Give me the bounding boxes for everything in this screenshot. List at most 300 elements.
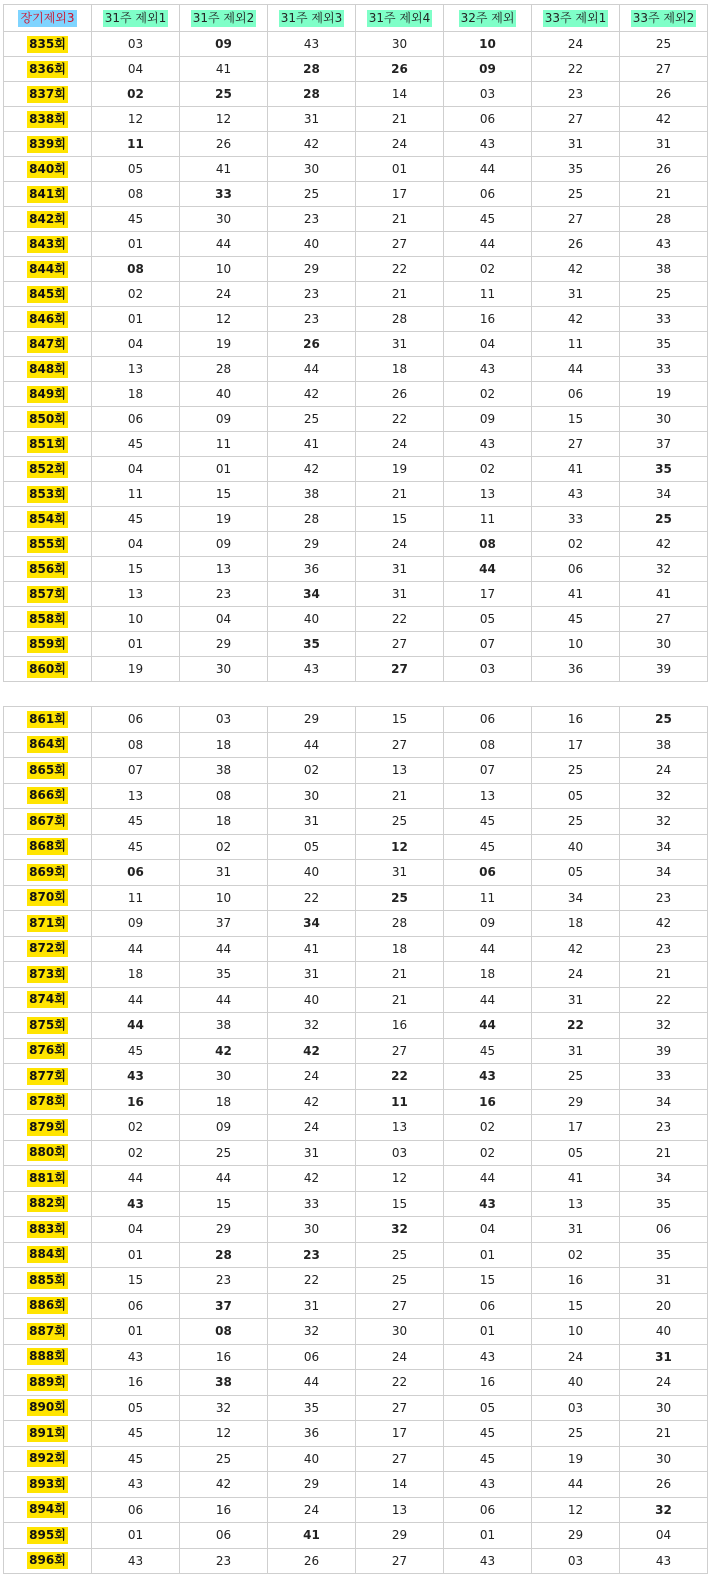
number-cell: 25 xyxy=(268,407,356,432)
number-cell: 09 xyxy=(444,407,532,432)
number-cell: 39 xyxy=(620,657,708,682)
number-cell: 29 xyxy=(268,1472,356,1498)
number-cell: 15 xyxy=(356,507,444,532)
number-cell: 26 xyxy=(268,1548,356,1574)
number-cell: 22 xyxy=(620,987,708,1013)
number-cell: 40 xyxy=(268,860,356,886)
number-cell: 24 xyxy=(356,432,444,457)
number-cell: 23 xyxy=(180,1268,268,1294)
number-cell: 05 xyxy=(532,1140,620,1166)
header-label: 32주 제외 xyxy=(460,10,515,25)
number-cell: 11 xyxy=(444,282,532,307)
table-row xyxy=(4,1421,708,1447)
round-label: 865회 xyxy=(29,762,66,777)
header-label: 장기제외3 xyxy=(20,10,75,25)
round-cell xyxy=(4,962,92,988)
number-cell: 41 xyxy=(180,57,268,82)
round-label: 861회 xyxy=(29,711,66,726)
table-row xyxy=(4,557,708,582)
number-cell: 20 xyxy=(620,1293,708,1319)
round-cell xyxy=(4,1242,92,1268)
number-cell: 32 xyxy=(268,1319,356,1345)
number-cell: 18 xyxy=(180,732,268,758)
number-cell: 01 xyxy=(180,457,268,482)
table-row xyxy=(4,1038,708,1064)
number-cell: 05 xyxy=(92,1395,180,1421)
number-cell: 42 xyxy=(268,382,356,407)
number-cell: 41 xyxy=(532,1166,620,1192)
number-cell: 21 xyxy=(356,107,444,132)
table-row xyxy=(4,432,708,457)
round-cell xyxy=(4,936,92,962)
number-cell: 11 xyxy=(92,132,180,157)
round-cell xyxy=(4,357,92,382)
number-cell: 08 xyxy=(180,783,268,809)
round-label: 846회 xyxy=(29,311,66,326)
round-label: 891회 xyxy=(29,1425,66,1440)
round-label: 840회 xyxy=(29,161,66,176)
number-cell: 31 xyxy=(356,582,444,607)
number-cell: 43 xyxy=(620,232,708,257)
number-cell: 29 xyxy=(180,1217,268,1243)
number-cell: 38 xyxy=(268,482,356,507)
number-cell: 13 xyxy=(444,783,532,809)
number-cell: 18 xyxy=(180,1089,268,1115)
number-cell: 13 xyxy=(180,557,268,582)
number-cell: 14 xyxy=(356,1472,444,1498)
number-cell: 23 xyxy=(268,1242,356,1268)
number-cell: 04 xyxy=(92,1217,180,1243)
round-cell xyxy=(4,987,92,1013)
number-cell: 18 xyxy=(356,357,444,382)
number-cell: 05 xyxy=(532,783,620,809)
number-cell: 22 xyxy=(268,885,356,911)
number-cell: 28 xyxy=(268,82,356,107)
number-cell: 27 xyxy=(356,732,444,758)
number-cell: 40 xyxy=(180,382,268,407)
table-row xyxy=(4,282,708,307)
number-cell: 06 xyxy=(532,557,620,582)
number-cell: 22 xyxy=(532,57,620,82)
round-label: 839회 xyxy=(29,136,66,151)
round-label: 855회 xyxy=(29,536,66,551)
table-row xyxy=(4,1293,708,1319)
round-label: 851회 xyxy=(29,436,66,451)
table-row xyxy=(4,911,708,937)
round-label: 850회 xyxy=(29,411,66,426)
table-row xyxy=(4,1446,708,1472)
number-cell: 43 xyxy=(92,1344,180,1370)
number-cell: 16 xyxy=(356,1013,444,1039)
number-cell: 32 xyxy=(268,1013,356,1039)
number-cell: 32 xyxy=(180,1395,268,1421)
number-cell: 30 xyxy=(268,157,356,182)
number-cell: 22 xyxy=(356,1370,444,1396)
round-cell xyxy=(4,482,92,507)
round-label: 882회 xyxy=(29,1196,66,1211)
number-cell: 42 xyxy=(532,307,620,332)
number-cell: 28 xyxy=(620,207,708,232)
number-cell: 42 xyxy=(532,936,620,962)
number-cell: 04 xyxy=(92,457,180,482)
number-cell: 16 xyxy=(444,1370,532,1396)
table-row xyxy=(4,482,708,507)
number-cell: 16 xyxy=(444,1089,532,1115)
number-cell: 45 xyxy=(92,1446,180,1472)
header-cell xyxy=(268,5,356,32)
number-cell: 43 xyxy=(444,1472,532,1498)
number-cell: 27 xyxy=(356,657,444,682)
round-label: 860회 xyxy=(29,661,66,676)
number-cell: 08 xyxy=(444,732,532,758)
number-cell: 29 xyxy=(180,632,268,657)
number-cell: 31 xyxy=(268,1140,356,1166)
number-cell: 08 xyxy=(180,1319,268,1345)
number-cell: 10 xyxy=(444,32,532,57)
number-cell: 32 xyxy=(356,1217,444,1243)
table-row xyxy=(4,32,708,57)
number-cell: 25 xyxy=(532,182,620,207)
number-cell: 10 xyxy=(92,607,180,632)
table-row xyxy=(4,1217,708,1243)
number-cell: 29 xyxy=(268,532,356,557)
table-row xyxy=(4,809,708,835)
number-cell: 37 xyxy=(180,911,268,937)
number-cell: 23 xyxy=(268,307,356,332)
round-cell xyxy=(4,307,92,332)
round-cell xyxy=(4,207,92,232)
number-cell: 17 xyxy=(356,182,444,207)
number-cell: 16 xyxy=(180,1344,268,1370)
round-label: 835회 xyxy=(29,36,66,51)
round-label: 874회 xyxy=(29,992,66,1007)
number-cell: 06 xyxy=(532,382,620,407)
number-cell: 04 xyxy=(620,1523,708,1549)
number-cell: 04 xyxy=(444,1217,532,1243)
number-cell: 07 xyxy=(92,758,180,784)
number-cell: 29 xyxy=(268,257,356,282)
number-cell: 43 xyxy=(444,432,532,457)
table-row xyxy=(4,507,708,532)
number-cell: 25 xyxy=(532,1421,620,1447)
round-cell xyxy=(4,707,92,733)
round-label: 892회 xyxy=(29,1451,66,1466)
table-row xyxy=(4,1395,708,1421)
number-cell: 04 xyxy=(180,607,268,632)
number-cell: 44 xyxy=(444,1013,532,1039)
number-cell: 40 xyxy=(532,1370,620,1396)
number-cell: 30 xyxy=(620,407,708,432)
number-cell: 30 xyxy=(180,207,268,232)
number-cell: 01 xyxy=(444,1523,532,1549)
number-cell: 24 xyxy=(620,758,708,784)
round-label: 895회 xyxy=(29,1527,66,1542)
number-cell: 34 xyxy=(532,885,620,911)
number-cell: 26 xyxy=(356,382,444,407)
number-cell: 16 xyxy=(532,1268,620,1294)
number-cell: 09 xyxy=(180,1115,268,1141)
number-cell: 32 xyxy=(620,1497,708,1523)
number-cell: 24 xyxy=(356,532,444,557)
number-cell: 34 xyxy=(620,1166,708,1192)
round-label: 853회 xyxy=(29,486,66,501)
table-row xyxy=(4,783,708,809)
number-cell: 33 xyxy=(180,182,268,207)
number-cell: 35 xyxy=(620,1191,708,1217)
number-cell: 24 xyxy=(356,1344,444,1370)
table-row xyxy=(4,332,708,357)
number-cell: 35 xyxy=(180,962,268,988)
number-cell: 06 xyxy=(92,860,180,886)
table-row xyxy=(4,382,708,407)
number-cell: 27 xyxy=(356,1548,444,1574)
header-label: 31주 제외4 xyxy=(368,10,431,25)
number-cell: 43 xyxy=(444,1548,532,1574)
round-label: 896회 xyxy=(29,1553,66,1568)
table-row xyxy=(4,1242,708,1268)
round-cell xyxy=(4,282,92,307)
number-cell: 19 xyxy=(356,457,444,482)
round-label: 877회 xyxy=(29,1068,66,1083)
number-cell: 45 xyxy=(444,809,532,835)
number-cell: 13 xyxy=(92,783,180,809)
number-cell: 18 xyxy=(180,809,268,835)
number-cell: 02 xyxy=(92,1140,180,1166)
round-cell xyxy=(4,132,92,157)
round-cell xyxy=(4,107,92,132)
number-cell: 18 xyxy=(444,962,532,988)
number-cell: 35 xyxy=(268,1395,356,1421)
number-cell: 02 xyxy=(92,282,180,307)
number-cell: 33 xyxy=(620,1064,708,1090)
table-row xyxy=(4,1115,708,1141)
number-cell: 42 xyxy=(620,107,708,132)
table-row xyxy=(4,657,708,682)
number-cell: 44 xyxy=(532,1472,620,1498)
number-cell: 16 xyxy=(532,707,620,733)
round-cell xyxy=(4,532,92,557)
number-cell: 40 xyxy=(268,1446,356,1472)
round-cell xyxy=(4,1421,92,1447)
number-cell: 08 xyxy=(92,182,180,207)
table-row xyxy=(4,707,708,733)
round-cell xyxy=(4,1344,92,1370)
number-cell: 06 xyxy=(444,1293,532,1319)
number-cell: 18 xyxy=(92,382,180,407)
number-cell: 23 xyxy=(180,582,268,607)
number-cell: 22 xyxy=(532,1013,620,1039)
number-cell: 11 xyxy=(92,885,180,911)
round-cell xyxy=(4,432,92,457)
number-cell: 27 xyxy=(356,1038,444,1064)
header-label: 33주 제외1 xyxy=(544,10,607,25)
round-label: 844회 xyxy=(29,261,66,276)
number-cell: 25 xyxy=(180,1140,268,1166)
number-cell: 17 xyxy=(356,1421,444,1447)
number-cell: 05 xyxy=(532,860,620,886)
number-cell: 09 xyxy=(444,57,532,82)
number-cell: 41 xyxy=(268,432,356,457)
number-cell: 44 xyxy=(92,987,180,1013)
number-cell: 43 xyxy=(92,1064,180,1090)
table-row xyxy=(4,457,708,482)
number-cell: 03 xyxy=(532,1395,620,1421)
number-cell: 26 xyxy=(620,157,708,182)
round-cell xyxy=(4,1548,92,1574)
round-label: 879회 xyxy=(29,1119,66,1134)
table-row xyxy=(4,834,708,860)
number-cell: 14 xyxy=(356,82,444,107)
number-cell: 21 xyxy=(356,783,444,809)
round-label: 894회 xyxy=(29,1502,66,1517)
number-cell: 13 xyxy=(444,482,532,507)
number-cell: 25 xyxy=(356,1268,444,1294)
number-cell: 34 xyxy=(620,482,708,507)
round-label: 889회 xyxy=(29,1374,66,1389)
table-row xyxy=(4,936,708,962)
number-cell: 31 xyxy=(268,107,356,132)
number-cell: 01 xyxy=(92,1319,180,1345)
number-cell: 01 xyxy=(356,157,444,182)
table-row xyxy=(4,257,708,282)
header-cell xyxy=(4,5,92,32)
number-cell: 44 xyxy=(268,732,356,758)
number-cell: 28 xyxy=(180,357,268,382)
table-body-part2 xyxy=(4,707,708,1574)
number-cell: 06 xyxy=(92,1497,180,1523)
number-cell: 42 xyxy=(180,1472,268,1498)
number-cell: 33 xyxy=(620,307,708,332)
number-cell: 02 xyxy=(268,758,356,784)
table-row xyxy=(4,1497,708,1523)
header-label: 31주 제외3 xyxy=(280,10,343,25)
number-cell: 22 xyxy=(356,257,444,282)
number-cell: 01 xyxy=(92,1242,180,1268)
number-cell: 15 xyxy=(92,1268,180,1294)
number-cell: 15 xyxy=(180,1191,268,1217)
round-cell xyxy=(4,1319,92,1345)
number-cell: 28 xyxy=(356,307,444,332)
round-cell xyxy=(4,57,92,82)
number-cell: 44 xyxy=(180,1166,268,1192)
number-cell: 15 xyxy=(532,407,620,432)
number-cell: 28 xyxy=(180,1242,268,1268)
round-cell xyxy=(4,783,92,809)
number-cell: 45 xyxy=(92,809,180,835)
header-label: 31주 제외2 xyxy=(192,10,255,25)
number-cell: 40 xyxy=(620,1319,708,1345)
number-cell: 31 xyxy=(180,860,268,886)
round-cell xyxy=(4,1191,92,1217)
number-cell: 12 xyxy=(180,1421,268,1447)
number-cell: 32 xyxy=(620,783,708,809)
number-cell: 01 xyxy=(444,1242,532,1268)
number-cell: 26 xyxy=(532,232,620,257)
number-cell: 36 xyxy=(268,1421,356,1447)
number-cell: 30 xyxy=(356,1319,444,1345)
number-cell: 17 xyxy=(532,732,620,758)
number-cell: 19 xyxy=(92,657,180,682)
number-cell: 23 xyxy=(180,1548,268,1574)
number-cell: 45 xyxy=(444,1446,532,1472)
number-cell: 37 xyxy=(180,1293,268,1319)
round-cell xyxy=(4,1089,92,1115)
number-cell: 12 xyxy=(356,1166,444,1192)
number-cell: 24 xyxy=(268,1497,356,1523)
round-cell xyxy=(4,758,92,784)
round-label: 886회 xyxy=(29,1298,66,1313)
number-cell: 29 xyxy=(532,1089,620,1115)
round-label: 873회 xyxy=(29,966,66,981)
number-cell: 23 xyxy=(532,82,620,107)
number-cell: 05 xyxy=(444,607,532,632)
number-cell: 31 xyxy=(532,987,620,1013)
number-cell: 03 xyxy=(356,1140,444,1166)
number-cell: 43 xyxy=(444,1344,532,1370)
table-row xyxy=(4,57,708,82)
number-cell: 31 xyxy=(620,132,708,157)
number-cell: 11 xyxy=(444,507,532,532)
number-cell: 18 xyxy=(92,962,180,988)
number-cell: 21 xyxy=(620,182,708,207)
number-cell: 15 xyxy=(356,1191,444,1217)
round-label: 857회 xyxy=(29,586,66,601)
number-cell: 03 xyxy=(532,1548,620,1574)
number-cell: 44 xyxy=(268,357,356,382)
number-cell: 27 xyxy=(620,57,708,82)
number-cell: 24 xyxy=(356,132,444,157)
table-row xyxy=(4,307,708,332)
round-cell xyxy=(4,834,92,860)
number-cell: 04 xyxy=(92,332,180,357)
round-cell xyxy=(4,257,92,282)
round-cell xyxy=(4,82,92,107)
number-cell: 24 xyxy=(532,1344,620,1370)
table-row xyxy=(4,885,708,911)
number-cell: 16 xyxy=(444,307,532,332)
number-cell: 44 xyxy=(92,1013,180,1039)
number-cell: 45 xyxy=(444,834,532,860)
number-cell: 40 xyxy=(268,232,356,257)
number-cell: 02 xyxy=(444,1115,532,1141)
number-cell: 31 xyxy=(268,1293,356,1319)
round-label: 849회 xyxy=(29,386,66,401)
number-cell: 31 xyxy=(356,332,444,357)
number-cell: 31 xyxy=(532,1217,620,1243)
number-cell: 02 xyxy=(532,1242,620,1268)
number-cell: 18 xyxy=(356,936,444,962)
round-label: 838회 xyxy=(29,111,66,126)
round-cell xyxy=(4,1395,92,1421)
number-cell: 21 xyxy=(356,482,444,507)
number-cell: 42 xyxy=(268,1038,356,1064)
number-cell: 33 xyxy=(620,357,708,382)
number-cell: 25 xyxy=(620,282,708,307)
table-row xyxy=(4,1064,708,1090)
number-cell: 25 xyxy=(532,809,620,835)
round-cell xyxy=(4,657,92,682)
number-cell: 11 xyxy=(180,432,268,457)
number-cell: 40 xyxy=(532,834,620,860)
number-cell: 10 xyxy=(180,885,268,911)
number-cell: 45 xyxy=(444,207,532,232)
table-row xyxy=(4,207,708,232)
table-body-part1 xyxy=(4,32,708,682)
number-cell: 02 xyxy=(444,257,532,282)
table-row xyxy=(4,232,708,257)
number-cell: 45 xyxy=(444,1421,532,1447)
number-cell: 23 xyxy=(620,885,708,911)
